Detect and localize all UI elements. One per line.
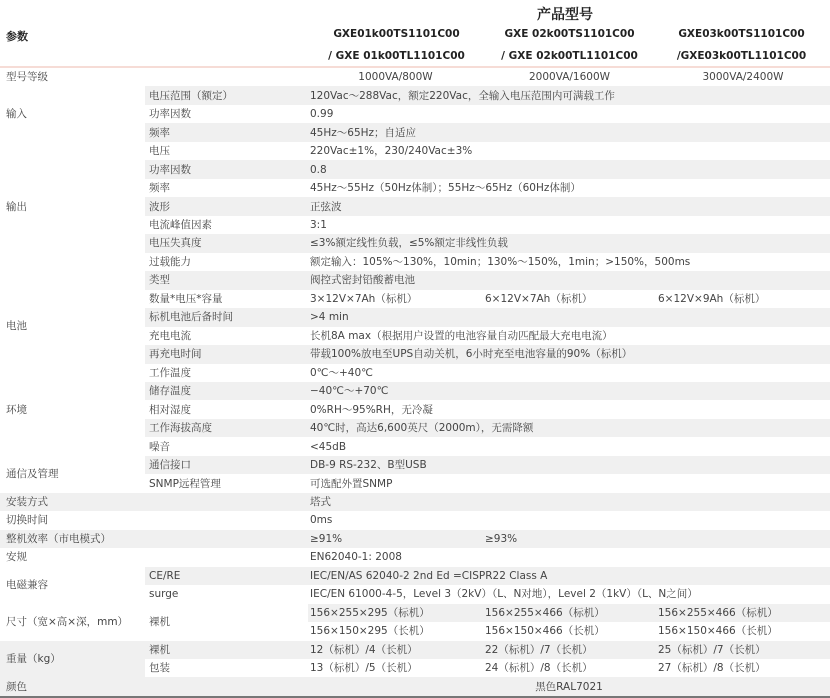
cell-value: 27（标机）/8（长机） [658,662,766,675]
sub-label: 数量*电压*容量 [149,292,223,305]
sub-label: 电压失真度 [145,234,308,252]
group-label-battery: 电池 [6,320,27,333]
cell-value: 1000VA/800W [358,71,433,84]
cell-value: >4 min [308,308,830,326]
cell-value: 额定输入：105%～130%，10min；130%～150%，1min；>150%，500ms [310,255,691,268]
cell-value: ≤3%额定线性负载，≤5%额定非线性负载 [308,234,830,252]
table-row [0,364,830,382]
cell-value: 156×255×295（标机） [308,604,483,622]
cell-value: 0.8 [308,160,830,178]
cell-value: 黑色RAL7021 [308,677,830,696]
cell-value: 156×150×466（长机） [658,625,778,638]
cell-value: 0%RH～95%RH，无冷凝 [310,403,433,416]
sub-label: 包装 [149,662,170,675]
cell-value: 塔式 [308,493,830,511]
table-row [0,677,830,696]
group-label-dimensions: 尺寸（宽×高×深，mm） [6,616,129,629]
model-1-line2: / GXE 01k00TL1101C00 [328,50,465,62]
table-row [0,604,830,622]
table-row [0,271,830,289]
cell-value: ≥91% [308,530,483,548]
row-label: 整机效率（市电模式） [0,530,308,548]
table-row [0,493,830,511]
group-label-environment: 环境 [6,403,27,416]
spec-table [0,68,830,698]
sub-label: 工作温度 [149,366,191,379]
cell-value: ≥93% [483,530,656,548]
sub-label: 功率因数 [149,108,191,121]
cell-value [656,530,830,548]
sub-label: 充电电流 [149,329,191,342]
table-row [0,641,830,659]
row-label: 安规 [6,551,27,564]
table-row [0,548,830,566]
sub-label: 储存温度 [145,382,308,400]
sub-label: SNMP远程管理 [149,477,221,490]
row-label: 颜色 [0,677,308,696]
cell-value: 0ms [310,514,333,527]
cell-value: 可选配外置SNMP [310,477,393,490]
cell-value: 156×255×466（标机） [483,604,656,622]
cell-value: 156×255×466（标机） [656,604,830,622]
group-label-output: 输出 [6,200,27,213]
cell-value: 156×150×295（长机） [310,625,430,638]
table-row [0,511,830,529]
sub-label: CE/RE [145,567,308,585]
cell-value: 25（标机）/7（长机） [656,641,830,659]
model-2-line1: GXE 02k00TS1101C00 [504,28,635,40]
sub-label: 电流峰值因素 [149,218,212,231]
sub-label: 功率因数 [145,160,308,178]
sub-label: 电压范围（额定） [145,86,308,104]
cell-value: DB-9 RS-232、B型USB [308,456,830,474]
sub-label: 裸机 [145,641,308,659]
sub-label: 波形 [145,197,308,215]
sub-label: 过载能力 [149,255,191,268]
cell-value: 13（标机）/5（长机） [310,662,418,675]
sub-label: surge [149,588,179,601]
cell-value: 120Vac～288Vac，额定220Vac，全输入电压范围内可满载工作 [308,86,830,104]
model-3-line2: /GXE03k00TL1101C00 [676,50,807,62]
cell-value: 阀控式密封铅酸蓄电池 [308,271,830,289]
sub-label: 频率 [149,182,170,195]
cell-value: 3000VA/2400W [702,71,784,84]
sub-label: 频率 [145,123,308,141]
cell-value: 24（标机）/8（长机） [485,662,593,675]
row-label: 安装方式 [0,493,308,511]
cell-value: EN62040-1: 2008 [310,551,402,564]
sub-label: 噪音 [149,440,170,453]
cell-value: 6×12V×9Ah（标机） [658,292,766,305]
cell-value: 0.99 [310,108,334,121]
cell-value: 2000VA/1600W [528,71,611,84]
table-row [0,86,830,104]
cell-value: 45Hz～55Hz（50Hz体制）；55Hz～65Hz（60Hz体制） [310,182,581,195]
sub-label: 通信接口 [145,456,308,474]
row-label: 切换时间 [6,514,48,527]
cell-value: 12（标机）/4（长机） [308,641,483,659]
group-label-emc: 电磁兼容 [6,579,48,592]
cell-value: 40℃时，高达6,600英尺（2000m），无需降额 [308,419,830,437]
sub-label: 再充电时间 [145,345,308,363]
cell-value: 带载100%放电至UPS自动关机，6小时充至电池容量的90%（标机） [308,345,830,363]
product-model-title: 产品型号 [537,7,593,23]
group-label-comm: 通信及管理 [6,468,59,481]
sub-label: 工作海拔高度 [145,419,308,437]
model-2-line2: / GXE 02k00TL1101C00 [501,50,638,62]
cell-value: IEC/EN 61000-4-5，Level 3（2kV）（L、N对地），Level 2（1kV）（L、N之间） [310,588,698,601]
sub-label: 相对湿度 [149,403,191,416]
table-row-rating [0,68,830,86]
sub-label: 电压 [149,145,170,158]
sub-label: 标机电池后备时间 [145,308,308,326]
table-row [0,456,830,474]
table-row [0,142,830,160]
sub-label: 裸机 [149,616,170,629]
model-1-line1: GXE01k00TS1101C00 [333,28,460,40]
cell-value: 正弦波 [308,197,830,215]
cell-value: 长机8A max（根据用户设置的电池容量自动匹配最大充电电流） [310,329,613,342]
cell-value: 220Vac±1%，230/240Vac±3% [310,145,473,158]
model-3-line1: GXE03k00TS1101C00 [678,28,805,40]
cell-value: 156×150×466（长机） [485,625,605,638]
group-label-weight: 重量（kg） [0,641,145,678]
cell-value: 6×12V×7Ah（标机） [485,292,593,305]
table-row [0,567,830,585]
cell-value: <45dB [310,440,347,453]
sub-label: 类型 [145,271,308,289]
param-column-header: 参数 [6,30,28,43]
row-label: 型号等级 [6,71,48,84]
cell-value: 0℃～+40℃ [310,366,373,379]
cell-value: 3×12V×7Ah（标机） [310,292,418,305]
cell-value: 45Hz～65Hz；自适应 [308,123,830,141]
cell-value: −40℃～+70℃ [308,382,830,400]
group-label-input: 输入 [6,108,27,121]
cell-value: 3:1 [310,218,327,231]
cell-value: IEC/EN/AS 62040-2 2nd Ed =CISPR22 Class A [308,567,830,585]
table-row [0,530,830,548]
cell-value: 22（标机）/7（长机） [483,641,656,659]
